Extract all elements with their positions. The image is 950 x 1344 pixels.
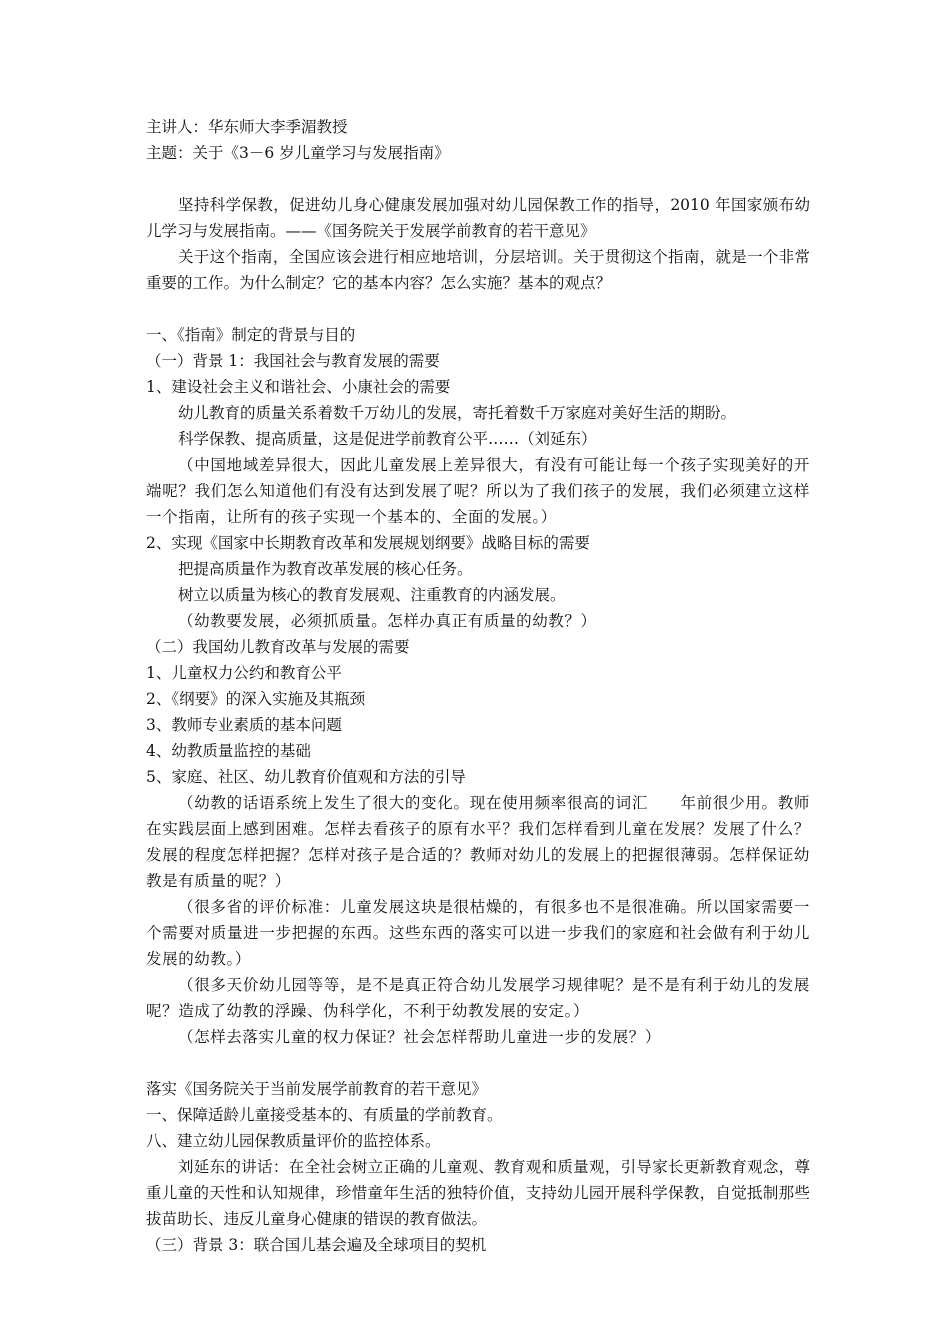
training-paragraph: 关于这个指南，全国应该会进行相应地培训，分层培训。关于贯彻这个指南，就是一个非常重要的工作。为什么制定？它的基本内容？怎么实施？基本的观点？	[146, 248, 810, 292]
document-body	[146, 114, 810, 1258]
item-2-point-a: 把提高质量作为教育改革发展的核心任务。	[178, 560, 473, 578]
note-paragraph-5: （很多天价幼儿园等等，是不是真正符合幼儿发展学习规律呢？是不是有利于幼儿的发展呢？造成了幼教的浮躁、伪科学化，不利于幼教发展的安定。）	[146, 976, 810, 1020]
implementation-point-8: 八、建立幼儿园保教质量评价的监控体系。	[146, 1132, 441, 1150]
item-1-heading: 1、建设社会主义和谐社会、小康社会的需要	[146, 378, 451, 396]
intro-paragraph: 坚持科学保教，促进幼儿身心健康发展加强对幼儿园保教工作的指导，2010 年国家颁布幼儿学习与发展指南。——《国务院关于发展学前教育的若干意见》	[146, 196, 810, 240]
note-paragraph-6: （怎样去落实儿童的权力保证？社会怎样帮助儿童进一步的发展？）	[178, 1028, 662, 1046]
topic-line: 主题：关于《3－6 岁儿童学习与发展指南》	[146, 144, 450, 162]
note-paragraph-2: （幼教要发展，必须抓质量。怎样办真正有质量的幼教？）	[178, 612, 597, 630]
background-1-heading: （一）背景 1：我国社会与教育发展的需要	[146, 352, 440, 370]
item-1-point-a: 幼儿教育的质量关系着数千万幼儿的发展，寄托着数千万家庭对美好生活的期盼。	[178, 404, 737, 422]
spacer	[146, 296, 810, 322]
implementation-point-1: 一、保障适龄儿童接受基本的、有质量的学前教育。	[146, 1106, 503, 1124]
list-item: 2、《纲要》的深入实施及其瓶颈	[146, 690, 366, 708]
speaker-line: 主讲人：华东师大李季湄教授	[146, 118, 348, 136]
list-item: 4、幼教质量监控的基础	[146, 742, 311, 760]
spacer	[146, 166, 810, 192]
item-1-point-b: 科学保教、提高质量，这是促进学前教育公平……（刘延东）	[178, 430, 597, 448]
section-heading-one: 一、《指南》制定的背景与目的	[146, 326, 356, 344]
list-item: 1、儿童权力公约和教育公平	[146, 664, 342, 682]
liu-speech-paragraph: 刘延东的讲话：在全社会树立正确的儿童观、教育观和质量观，引导家长更新教育观念，尊重儿童的天性和认知规律，珍惜童年生活的独特价值，支持幼儿园开展科学保教，自觉抵制那些拔苗助长、违反儿童身心健康的错误的教育做法。	[146, 1158, 810, 1228]
item-2-heading: 2、实现《国家中长期教育改革和发展规划纲要》战略目标的需要	[146, 534, 590, 552]
list-item: 3、教师专业素质的基本问题	[146, 716, 342, 734]
background-2-heading: （二）我国幼儿教育改革与发展的需要	[146, 638, 410, 656]
list-item: 5、家庭、社区、幼儿教育价值观和方法的引导	[146, 768, 466, 786]
item-2-point-b: 树立以质量为核心的教育发展观、注重教育的内涵发展。	[178, 586, 566, 604]
background-3-heading: （三）背景 3：联合国儿基会遍及全球项目的契机	[146, 1236, 487, 1254]
note-paragraph-3: （幼教的话语系统上发生了很大的变化。现在使用频率很高的词汇 年前很少用。教师在实践层面上感到困难。怎样去看孩子的原有水平？我们怎样看到儿童在发展？发展了什么？发展的程度怎样把握？怎样对孩子是合适的？教师对幼儿的发展上的把握很薄弱。怎样保证幼教是有质量的呢？）	[146, 794, 810, 890]
note-paragraph-1: （中国地域差异很大，因此儿童发展上差异很大，有没有可能让每一个孩子实现美好的开端呢？我们怎么知道他们有没有达到发展了呢？所以为了我们孩子的发展，我们必须建立这样一个指南，让所有的孩子实现一个基本的、全面的发展。）	[146, 456, 810, 526]
note-paragraph-4: （很多省的评价标准：儿童发展这块是很枯燥的，有很多也不是很准确。所以国家需要一个需要对质量进一步把握的东西。这些东西的落实可以进一步我们的家庭和社会做有利于幼儿发展的幼教。）	[146, 898, 810, 968]
spacer	[146, 1050, 810, 1076]
implementation-heading: 落实《国务院关于当前发展学前教育的若干意见》	[146, 1080, 488, 1098]
